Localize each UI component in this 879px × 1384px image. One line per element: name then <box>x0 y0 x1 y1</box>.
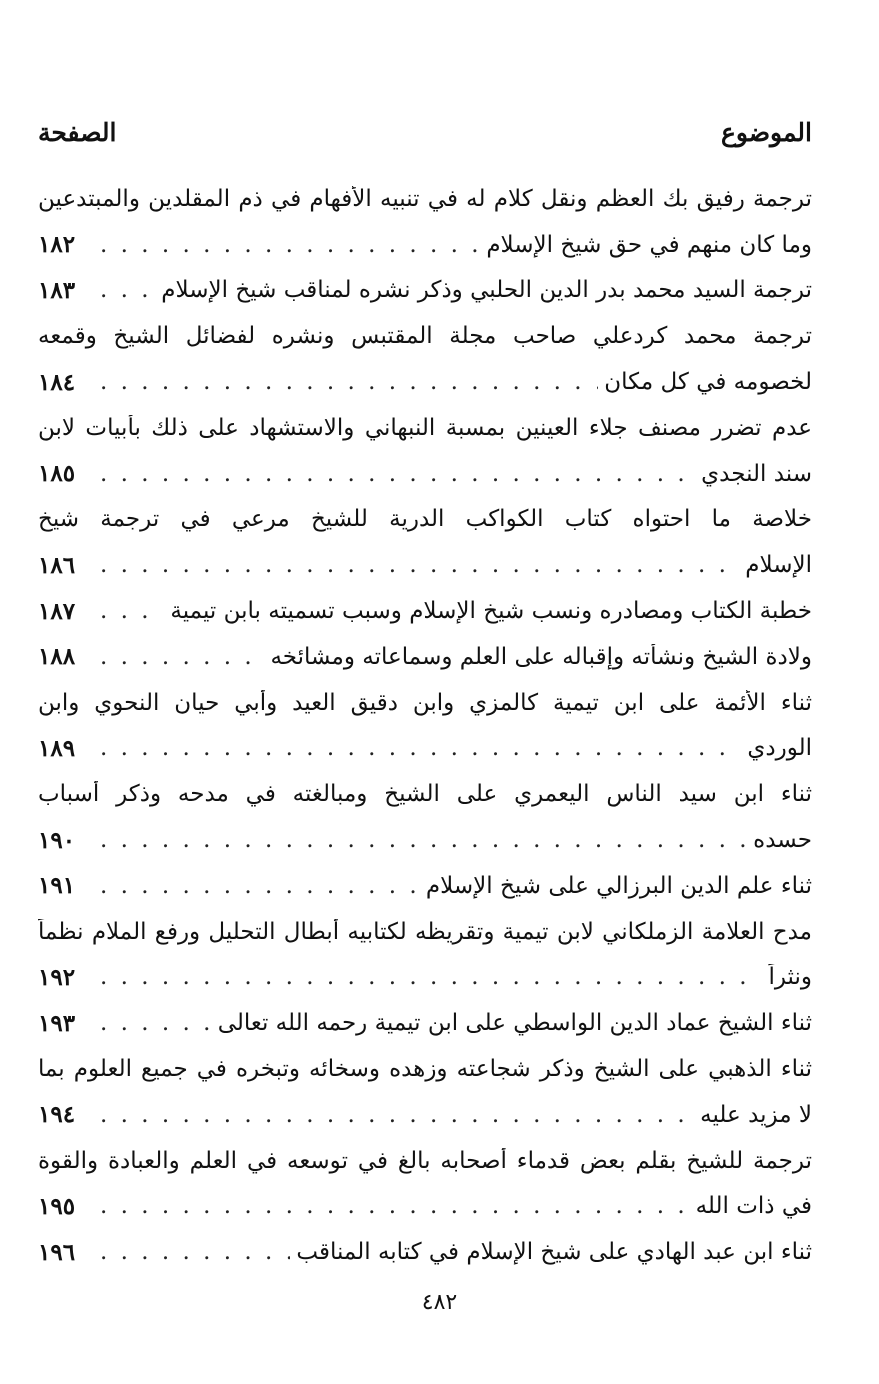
toc-page-number: ١٨٢ <box>38 231 76 259</box>
toc-page-number: ١٩٣ <box>38 1009 76 1037</box>
toc-page-number: ١٨٤ <box>38 368 76 396</box>
toc-entry-text: لا مزيد عليه <box>700 1101 812 1128</box>
toc-line <box>38 817 812 863</box>
leader-dots <box>100 461 695 487</box>
toc-entry-text: سند النجدي <box>701 460 812 487</box>
toc-line <box>38 451 812 497</box>
toc-entry-text: ترجمة رفيق بك العظم ونقل كلام له في تنبيه الأفهام في ذم المقلدين والمبتدعين <box>38 185 812 212</box>
leader-dots <box>100 644 264 670</box>
leader-dots <box>100 964 762 990</box>
toc-entry-text: ثناء الأئمة على ابن تيمية كالمزي وابن دقيق العيد وأبي حيان النحوي وابن <box>38 689 812 716</box>
toc-entry-text: حسده <box>753 827 812 854</box>
toc-entry-text: عدم تضرر مصنف جلاء العينين بمسبة النبهاني والاستشهاد على ذلك بأبيات لابن <box>38 414 812 441</box>
toc-page-number: ١٨٨ <box>38 643 76 671</box>
toc-entry-text: ولادة الشيخ ونشأته وإقباله على العلم وسماعاته ومشائخه <box>270 643 812 670</box>
toc-entry-text: الإسلام <box>745 552 812 579</box>
toc-page-number: ١٩٥ <box>38 1192 76 1220</box>
table-of-contents <box>38 176 812 1275</box>
leader-dots <box>100 552 739 578</box>
toc-page-number: ١٨٣ <box>38 276 76 304</box>
toc-page-number: ١٨٩ <box>38 734 76 762</box>
toc-line <box>38 405 812 451</box>
page-heading: الصفحة <box>38 117 117 147</box>
toc-entry-text: ترجمة السيد محمد بدر الدين الحلبي وذكر نشره لمناقب شيخ الإسلام <box>161 277 812 304</box>
toc-line <box>38 1000 812 1046</box>
toc-page-number: ١٩٠ <box>38 826 76 854</box>
toc-entry-text: ترجمة للشيخ بقلم بعض قدماء أصحابه بالغ في توسعه في العلم والعبادة والقوة <box>38 1147 812 1174</box>
toc-entry-text: وما كان منهم في حق شيخ الإسلام <box>486 231 812 258</box>
toc-line <box>38 176 812 222</box>
toc-entry-text: الوردي <box>747 735 812 762</box>
toc-line <box>38 268 812 314</box>
toc-line <box>38 1138 812 1184</box>
toc-entry-text: خلاصة ما احتواه كتاب الكواكب الدرية للشيخ مرعي في ترجمة شيخ <box>38 506 812 533</box>
toc-line <box>38 634 812 680</box>
leader-dots <box>100 1010 212 1036</box>
leader-dots <box>100 277 155 303</box>
toc-line <box>38 680 812 726</box>
toc-entry-text: ثناء علم الدين البرزالي على شيخ الإسلام <box>425 872 812 899</box>
toc-page-number: ١٨٥ <box>38 460 76 488</box>
leader-dots <box>100 598 164 624</box>
toc-entry-text: لخصومه في كل مكان <box>604 369 812 396</box>
toc-line <box>38 222 812 268</box>
leader-dots <box>100 873 420 899</box>
toc-line <box>38 909 812 955</box>
toc-line <box>38 588 812 634</box>
toc-line <box>38 1092 812 1138</box>
leader-dots <box>100 735 741 761</box>
toc-entry-text: ثناء ابن عبد الهادي على شيخ الإسلام في كتابه المناقب <box>296 1239 812 1266</box>
page-number: ٤٨٢ <box>421 1290 458 1315</box>
toc-line <box>38 359 812 405</box>
toc-entry-text: ثناء ابن سيد الناس اليعمري على الشيخ ومبالغته في مدحه وذكر أسباب <box>38 781 812 808</box>
toc-line <box>38 313 812 359</box>
toc-entry-text: ترجمة محمد كردعلي صاحب مجلة المقتبس ونشره لفضائل الشيخ وقمعه <box>38 323 812 350</box>
toc-page-number: ١٨٧ <box>38 597 76 625</box>
toc-line <box>38 771 812 817</box>
leader-dots <box>100 827 747 853</box>
toc-entry-text: ثناء الشيخ عماد الدين الواسطي على ابن تيمية رحمه الله تعالى <box>217 1010 812 1037</box>
toc-line <box>38 1184 812 1230</box>
toc-page-number: ١٩١ <box>38 872 76 900</box>
toc-page-number: ١٩٢ <box>38 963 76 991</box>
topic-heading: الموضوع <box>721 117 812 147</box>
leader-dots <box>100 1239 290 1265</box>
leader-dots <box>100 369 598 395</box>
toc-entry-text: ثناء الذهبي على الشيخ وذكر شجاعته وزهده وسخائه وتبخره في جميع العلوم بما <box>38 1056 812 1083</box>
toc-line <box>38 1229 812 1275</box>
toc-page-number: ١٩٤ <box>38 1101 76 1129</box>
toc-page-number: ١٩٦ <box>38 1238 76 1266</box>
toc-entry-text: مدح العلامة الزملكاني لابن تيمية وتقريظه لكتابيه أبطال التحليل ورفع الملام نظماً <box>38 918 812 945</box>
leader-dots <box>100 232 480 258</box>
header-row <box>38 112 812 152</box>
toc-line <box>38 863 812 909</box>
leader-dots <box>100 1102 694 1128</box>
toc-entry-text: ونثراً <box>768 964 812 991</box>
toc-line <box>38 497 812 543</box>
toc-page-number: ١٨٦ <box>38 551 76 579</box>
toc-line <box>38 726 812 772</box>
toc-line <box>38 955 812 1001</box>
toc-entry-text: خطبة الكتاب ومصادره ونسب شيخ الإسلام وسبب تسميته بابن تيمية <box>170 598 812 625</box>
toc-line <box>38 1046 812 1092</box>
toc-line <box>38 542 812 588</box>
toc-entry-text: في ذات الله <box>695 1193 812 1220</box>
leader-dots <box>100 1193 690 1219</box>
